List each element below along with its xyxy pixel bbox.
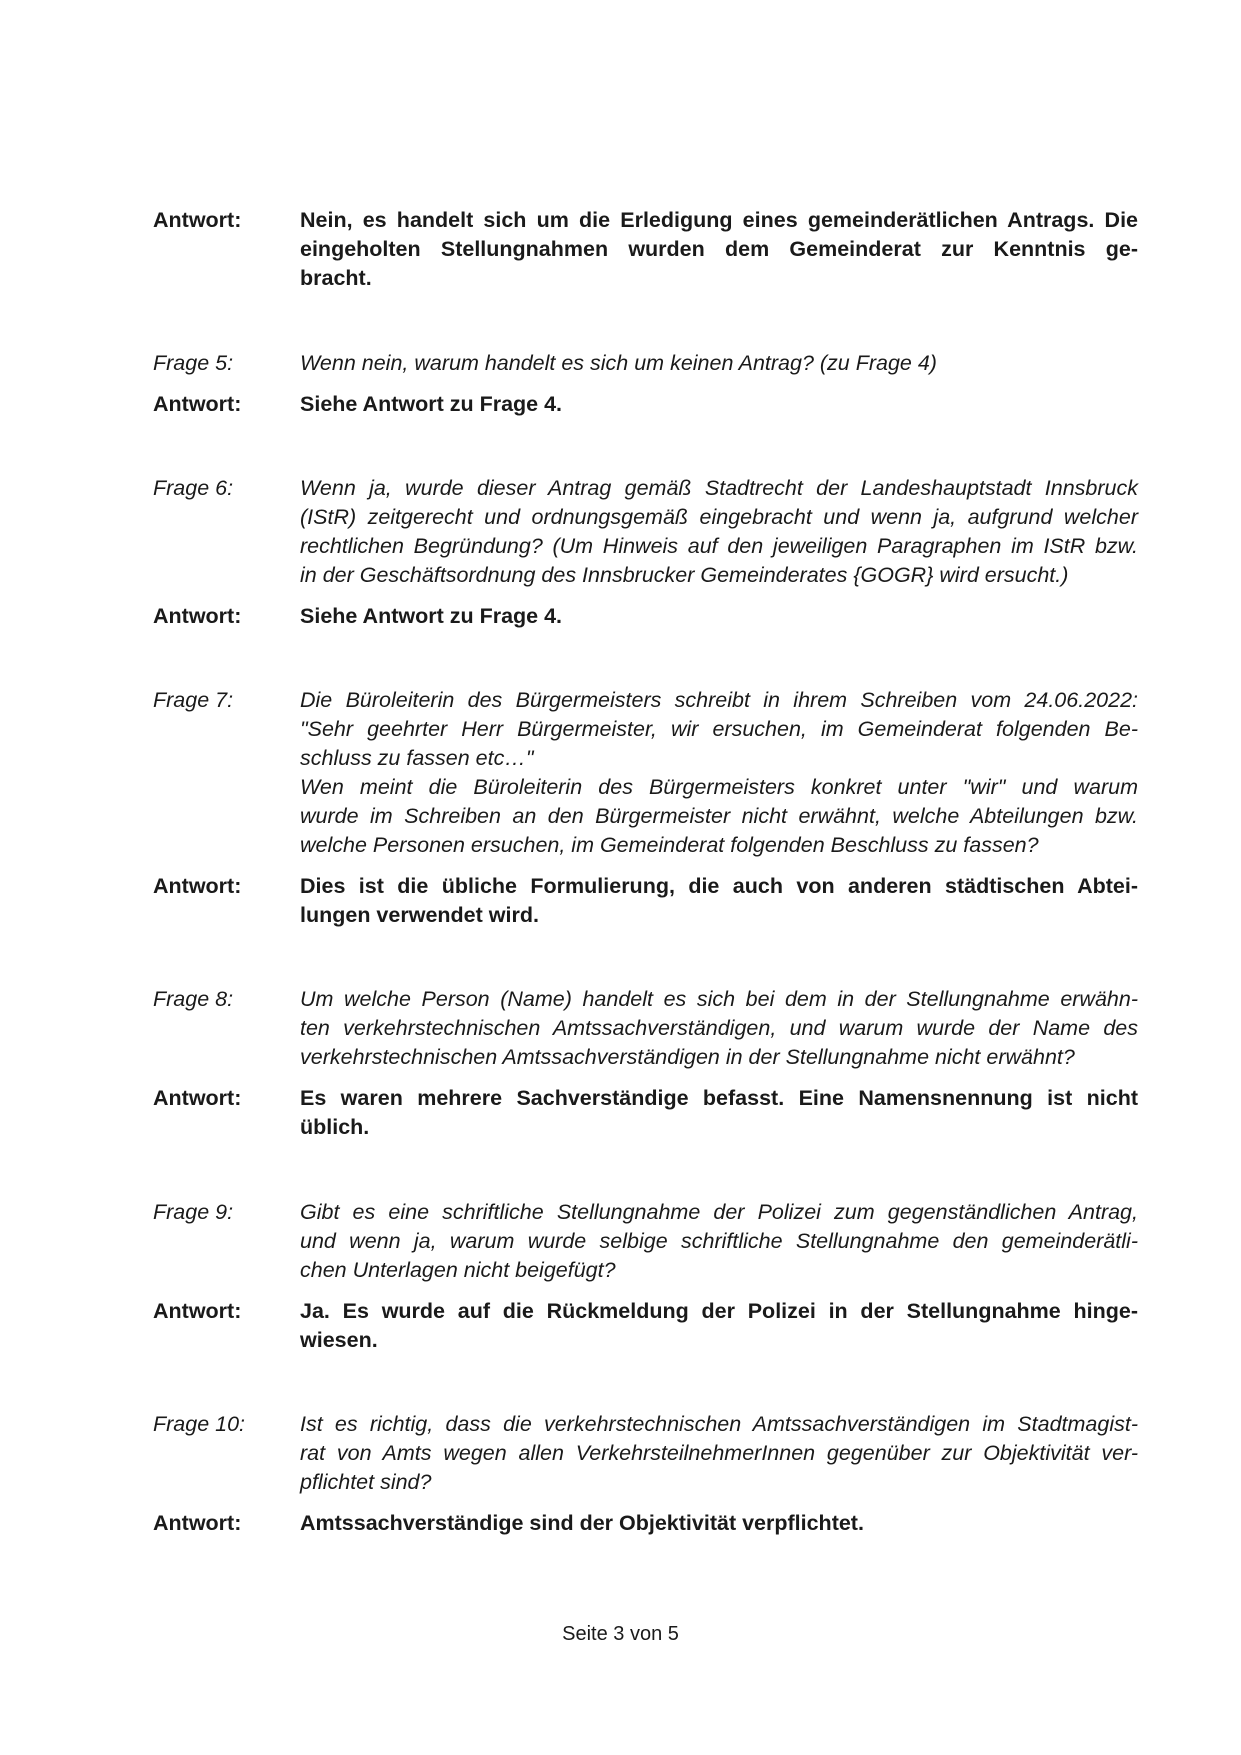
question-line: verkehrstechnischen Amtssachverständigen in der Stellungnahme nicht erwähnt?	[300, 1045, 1075, 1069]
answer-line: üblich.	[300, 1115, 370, 1139]
question-line: rat von Amts wegen allen VerkehrsteilnehmerInnen gegenüber zur Objektivität ver-	[300, 1441, 1138, 1465]
question-block-9	[153, 1198, 1138, 1355]
answer-line: lungen verwendet wird.	[300, 903, 539, 927]
answer-text	[300, 872, 1138, 930]
question-line: und wenn ja, warum wurde selbige schriftliche Stellungnahme den gemeinderätli-	[300, 1229, 1138, 1253]
page-number: Seite 3 von 5	[562, 1623, 679, 1645]
answer-line: Ja. Es wurde auf die Rückmeldung der Polizei in der Stellungnahme hinge-	[300, 1299, 1138, 1323]
answer-text	[300, 1297, 1138, 1355]
question-line: Gibt es eine schriftliche Stellungnahme der Polizei zum gegenständlichen Antrag,	[300, 1200, 1138, 1224]
question-text	[300, 985, 1138, 1072]
answer-line: Siehe Antwort zu Frage 4.	[300, 392, 563, 416]
question-line: in der Geschäftsordnung des Innsbrucker Gemeinderates {GOGR} wird ersucht.)	[300, 563, 1069, 587]
question-label: Frage 9:	[153, 1200, 234, 1224]
question-label: Frage 5:	[153, 351, 234, 375]
answer-line: Nein, es handelt sich um die Erledigung eines gemeinderätlichen Antrags. Die	[300, 208, 1138, 232]
answer-label: Antwort:	[153, 604, 242, 628]
question-line: "Sehr geehrter Herr Bürgermeister, wir ersuchen, im Gemeinderat folgenden Be-	[300, 717, 1138, 741]
answer-text	[300, 1084, 1138, 1142]
question-line: rechtlichen Begründung? (Um Hinweis auf den jeweiligen Paragraphen im IStR bzw.	[300, 534, 1138, 558]
answer-label: Antwort:	[153, 1299, 242, 1323]
question-block-5	[153, 349, 1138, 419]
question-line: wurde im Schreiben an den Bürgermeister nicht erwähnt, welche Abteilungen bzw.	[300, 804, 1138, 828]
answer-text	[300, 390, 1138, 419]
question-line: chen Unterlagen nicht beigefügt?	[300, 1258, 616, 1282]
answer-text	[300, 206, 1138, 293]
question-text	[300, 1198, 1138, 1285]
question-block-6	[153, 474, 1138, 631]
question-text	[300, 474, 1138, 590]
question-label: Frage 8:	[153, 987, 234, 1011]
question-line: Wenn ja, wurde dieser Antrag gemäß Stadtrecht der Landeshauptstadt Innsbruck	[300, 476, 1138, 500]
answer-label: Antwort:	[153, 874, 242, 898]
question-text	[300, 686, 1138, 860]
answer-line: wiesen.	[300, 1328, 378, 1352]
question-text	[300, 1410, 1138, 1497]
answer-line: Dies ist die übliche Formulierung, die auch von anderen städtischen Abtei-	[300, 874, 1138, 898]
question-label: Frage 7:	[153, 688, 234, 712]
question-line: ten verkehrstechnischen Amtssachverständigen, und warum wurde der Name des	[300, 1016, 1138, 1040]
question-line: Die Büroleiterin des Bürgermeisters schreibt in ihrem Schreiben vom 24.06.2022:	[300, 688, 1138, 712]
answer-text	[300, 602, 1138, 631]
question-line: Wenn nein, warum handelt es sich um keinen Antrag? (zu Frage 4)	[300, 351, 937, 375]
answer-label: Antwort:	[153, 1511, 242, 1535]
question-line: (IStR) zeitgerecht und ordnungsgemäß eingebracht und wenn ja, aufgrund welcher	[300, 505, 1138, 529]
question-block-10	[153, 1410, 1138, 1538]
answer-line: eingeholten Stellungnahmen wurden dem Gemeinderat zur Kenntnis ge-	[300, 237, 1138, 261]
question-text	[300, 349, 1138, 378]
question-line: schluss zu fassen etc…"	[300, 746, 534, 770]
answer-line: Es waren mehrere Sachverständige befasst. Eine Namensnennung ist nicht	[300, 1086, 1138, 1110]
answer-line: Siehe Antwort zu Frage 4.	[300, 604, 563, 628]
question-line: pflichtet sind?	[300, 1470, 432, 1494]
answer-label: Antwort:	[153, 208, 242, 232]
answer-block-4	[153, 206, 1138, 293]
question-block-7	[153, 686, 1138, 930]
answer-label: Antwort:	[153, 392, 242, 416]
answer-text	[300, 1509, 1138, 1538]
answer-label: Antwort:	[153, 1086, 242, 1110]
question-label: Frage 10:	[153, 1412, 246, 1436]
question-line: Um welche Person (Name) handelt es sich bei dem in der Stellungnahme erwähn-	[300, 987, 1138, 1011]
question-line: Wen meint die Büroleiterin des Bürgermeisters konkret unter "wir" und warum	[300, 775, 1138, 799]
answer-line: Amtssachverständige sind der Objektivität verpflichtet.	[300, 1511, 864, 1535]
answer-line: bracht.	[300, 266, 372, 290]
question-block-8	[153, 985, 1138, 1142]
question-label: Frage 6:	[153, 476, 234, 500]
question-line: welche Personen ersuchen, im Gemeinderat folgenden Beschluss zu fassen?	[300, 833, 1039, 857]
question-line: Ist es richtig, dass die verkehrstechnischen Amtssachverständigen im Stadtmagist-	[300, 1412, 1138, 1436]
